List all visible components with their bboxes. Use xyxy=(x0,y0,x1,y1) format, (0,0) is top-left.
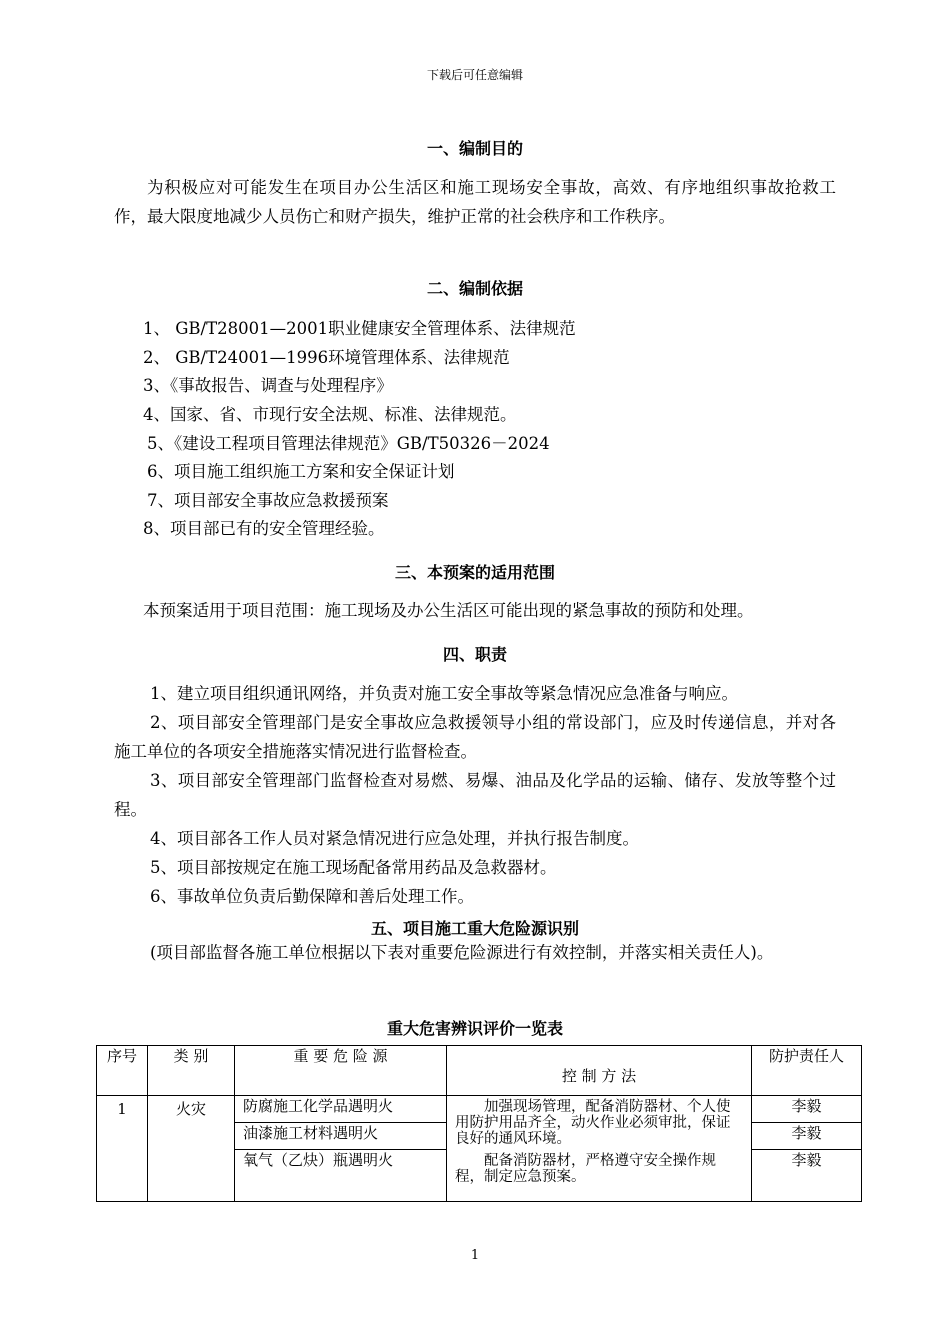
cell-sources xyxy=(235,1096,447,1202)
duty-item-3: 3、项目部安全管理部门监督检查对易燃、易爆、油品及化学品的运输、储存、发放等整个过程。 xyxy=(114,771,836,819)
responsible-person: 李毅 xyxy=(752,1123,861,1150)
table-row xyxy=(97,1096,862,1202)
page-number: 1 xyxy=(470,1248,480,1263)
control-method: 加强现场管理，配备消防器材、个人使用防护用品齐全，动火作业必须审批，保证良好的通风环境。 xyxy=(455,1099,731,1147)
basis-item-5: 5、《建设工程项目管理法律规范》GB/T50326－2024 xyxy=(147,434,550,453)
basis-item-8: 8、项目部已有的安全管理经验。 xyxy=(143,519,385,538)
basis-item-4: 4、国家、省、市现行安全法规、标准、法律规范。 xyxy=(143,405,517,424)
section-2-title: 二、编制依据 xyxy=(426,279,523,298)
duty-item-1: 1、建立项目组织通讯网络，并负责对施工安全事故等紧急情况应急准备与响应。 xyxy=(150,684,738,703)
basis-item-7: 7、项目部安全事故应急救援预案 xyxy=(147,491,389,510)
header-no: 序号 xyxy=(97,1046,148,1096)
hazard-source: 氧气（乙炔）瓶遇明火 xyxy=(243,1151,394,1169)
section-5-body: (项目部监督各施工单位根据以下表对重要危险源进行有效控制，并落实相关责任人)。 xyxy=(150,943,774,962)
cell-category: 火灾 xyxy=(148,1096,235,1202)
section-4-title: 四、职责 xyxy=(442,645,507,664)
cell-controls xyxy=(447,1096,752,1202)
header-category: 类 别 xyxy=(148,1046,235,1096)
duty-item-4: 4、项目部各工作人员对紧急情况进行应急处理，并执行报告制度。 xyxy=(150,829,639,848)
duty-item-5: 5、项目部按规定在施工现场配备常用药品及急救器材。 xyxy=(150,858,557,877)
duty-item-2: 2、项目部安全管理部门是安全事故应急救援领导小组的常设部门，应及时传递信息，并对各施工单位的各项安全措施落实情况进行监督检查。 xyxy=(114,713,836,761)
section-1-body: 为积极应对可能发生在项目办公生活区和施工现场安全事故，高效、有序地组织事故抢救工作，最大限度地减少人员伤亡和财产损失，维护正常的社会秩序和工作秩序。 xyxy=(114,178,836,226)
header-control: 控 制 方 法 xyxy=(447,1046,752,1096)
section-3-body: 本预案适用于项目范围：施工现场及办公生活区可能出现的紧急事故的预防和处理。 xyxy=(143,601,754,620)
hazard-source: 防腐施工化学品遇明火 xyxy=(235,1096,446,1123)
basis-item-1: 1、 GB/T28001—2001职业健康安全管理体系、法律规范 xyxy=(143,319,576,338)
table-header-row xyxy=(97,1046,862,1096)
header-person: 防护责任人 xyxy=(752,1046,862,1096)
section-3-title: 三、本预案的适用范围 xyxy=(394,563,555,582)
cell-persons xyxy=(752,1096,862,1202)
responsible-person: 李毅 xyxy=(791,1151,822,1169)
header-source: 重 要 危 险 源 xyxy=(235,1046,447,1096)
section-1-title: 一、编制目的 xyxy=(426,139,523,158)
basis-item-6: 6、项目施工组织施工方案和安全保证计划 xyxy=(147,462,455,481)
cell-no: 1 xyxy=(97,1096,148,1202)
hazard-source: 油漆施工材料遇明火 xyxy=(235,1123,446,1150)
basis-item-3: 3、《事故报告、调查与处理程序》 xyxy=(143,376,393,395)
section-5-title: 五、项目施工重大危险源识别 xyxy=(370,919,579,938)
basis-item-2: 2、 GB/T24001—1996环境管理体系、法律规范 xyxy=(143,348,510,367)
control-method: 配备消防器材，严格遵守安全操作规程，制定应急预案。 xyxy=(455,1153,716,1185)
hazard-table xyxy=(96,1045,862,1202)
duty-item-6: 6、事故单位负责后勤保障和善后处理工作。 xyxy=(150,887,474,906)
table-title: 重大危害辨识评价一览表 xyxy=(386,1019,563,1038)
responsible-person: 李毅 xyxy=(752,1096,861,1123)
page-header: 下载后可任意编辑 xyxy=(426,68,523,82)
